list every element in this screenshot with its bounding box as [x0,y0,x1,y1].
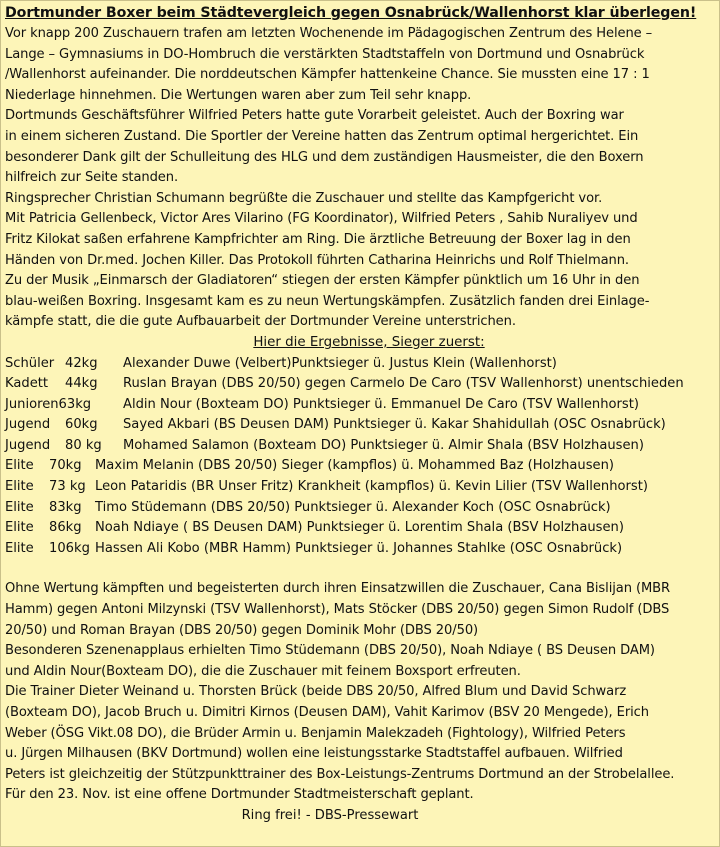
intro-line: blau-weißen Boxring. Insgesamt kam es zu neun Wertungskämpfen. Zusätzlich fanden drei Einlage- [5,293,650,309]
result-weight: 83kg [49,499,82,515]
result-class: Elite [5,540,34,556]
intro-line: Händen von Dr.med. Jochen Killer. Das Protokoll führten Catharina Heinrichs und Rolf Thielmann. [5,252,629,268]
intro-line: Mit Patricia Gellenbeck, Victor Ares Vilarino (FG Koordinator), Wilfried Peters , Sahib Nuraliyev und [5,211,638,227]
result-class: Elite [5,458,34,474]
closing-paragraph [5,579,715,806]
result-class: Jugend [5,417,51,433]
intro-line: kämpfe statt, die die gute Aufbauarbeit der Dortmunder Vereine unterstrichen. [5,314,516,330]
result-weight: 80 kg [65,437,102,453]
result-row [5,456,715,477]
closing-line: Ohne Wertung kämpften und begeisterten durch ihren Einsatzwillen die Zuschauer, Cana Bislijan (MBR [5,581,671,597]
result-row [5,498,715,519]
intro-line: Fritz Kilokat saßen erfahrene Kampfrichter am Ring. Die ärztliche Betreuung der Boxer lag in den [5,231,631,247]
intro-line: Lange – Gymnasiums in DO-Hombruch die verstärkten Stadtstaffeln von Dortmund und Osnabrück [5,46,645,62]
closing-line: und Aldin Nour(Boxteam DO), die die Zuschauer mit feinem Boxsport erfreuten. [5,663,521,679]
intro-line: /Wallenhorst aufeinander. Die norddeutschen Kämpfer hattenkeine Chance. Sie mussten eine 17 : 1 [5,67,650,83]
result-class: Elite [5,479,34,495]
intro-line: in einem sicheren Zustand. Die Sportler der Vereine hatten das Zentrum optimal hergerichtet. Ein [5,128,639,144]
result-weight: 106kg [49,540,90,556]
result-class: Elite [5,499,34,515]
result-weight: 42kg [65,355,98,371]
result-text: Mohamed Salamon (Boxteam DO) Punktsieger ü. Almir Shala (BSV Holzhausen) [123,437,644,453]
result-text: Timo Stüdemann (DBS 20/50) Punktsieger ü. Alexander Koch (OSC Osnabrück) [95,499,611,515]
closing-line: u. Jürgen Milhausen (BKV Dortmund) wollen eine leistungsstarke Stadtstaffel aufbauen. Wilfried [5,746,623,762]
result-text: Leon Pataridis (BR Unser Fritz) Krankheit (kampflos) ü. Kevin Lilier (TSV Wallenhorst) [95,479,648,495]
result-row [5,354,715,375]
result-class: Schüler [5,355,55,371]
spacer [5,559,715,579]
result-text: Maxim Melanin (DBS 20/50) Sieger (kampflos) ü. Mohammed Baz (Holzhausen) [95,458,614,474]
closing-line: Besonderen Szenenapplaus erhielten Timo Stüdemann (DBS 20/50), Noah Ndiaye ( BS Deusen DAM) [5,643,655,659]
closing-line: Die Trainer Dieter Weinand u. Thorsten Brück (beide DBS 20/50, Alfred Blum und David Schwarz [5,684,627,700]
result-weight: 60kg [65,417,98,433]
result-weight: 44kg [65,376,98,392]
intro-line: hilfreich zur Seite standen. [5,170,179,186]
closing-line: Für den 23. Nov. ist eine offene Dortmunder Stadtmeisterschaft geplant. [5,787,474,803]
result-class: Junioren63kg [5,396,92,412]
intro-line: Vor knapp 200 Zuschauern trafen am letzten Wochenende im Pädagogischen Zentrum des Helene – [5,26,653,41]
intro-line: besonderer Dank gilt der Schulleitung des HLG und dem zuständigen Hausmeister, die den Boxern [5,149,644,165]
result-text: Alexander Duwe (Velbert)Punktsieger ü. Justus Klein (Wallenhorst) [123,355,557,371]
result-class: Kadett [5,376,49,392]
closing-line: (Boxteam DO), Jacob Bruch u. Dimitri Kirnos (Deusen DAM), Vahit Karimov (BSV 20 Mengede), Erich [5,705,649,720]
closing-line: Peters ist gleichzeitig der Stützpunkttrainer des Box-Leistungs-Zentrums Dortmund an der Strobelallee. [5,766,675,782]
result-row [5,415,715,436]
intro-line: Zu der Musik „Einmarsch der Gladiatoren“ stiegen der ersten Kämpfer pünktlich um 16 Uhr in den [5,273,640,289]
result-class: Elite [5,520,34,536]
result-row [5,477,715,498]
result-text: Ruslan Brayan (DBS 20/50) gegen Carmelo De Caro (TSV Wallenhorst) unentschieden [123,376,684,392]
intro-paragraph [5,24,715,333]
signoff: Ring frei! - DBS-Pressewart [241,807,419,823]
result-row [5,395,715,416]
intro-line: Niederlage hinnehmen. Die Wertungen waren aber zum Teil sehr knapp. [5,87,472,103]
result-row [5,436,715,457]
result-text: Hassen Ali Kobo (MBR Hamm) Punktsieger ü. Johannes Stahlke (OSC Osnabrück) [95,540,623,556]
closing-line: Hamm) gegen Antoni Milzynski (TSV Wallenhorst), Mats Stöcker (DBS 20/50) gegen Simon Rudolf (DBS [5,602,670,618]
closing-line: 20/50) und Roman Brayan (DBS 20/50) gegen Dominik Mohr (DBS 20/50) [5,622,479,638]
result-row [5,374,715,395]
result-row [5,518,715,539]
closing-line: Weber (ÖSG Vikt.08 DO), die Brüder Armin u. Benjamin Malekzadeh (Fightology), Wilfried Peters [5,725,626,741]
intro-line: Dortmunds Geschäftsführer Wilfried Peters hatte gute Vorarbeit geleistet. Auch der Boxring war [5,108,624,124]
result-class: Jugend [5,437,51,453]
result-row [5,539,715,560]
result-text: Aldin Nour (Boxteam DO) Punktsieger ü. Emmanuel De Caro (TSV Wallenhorst) [123,396,639,412]
result-weight: 73 kg [49,479,86,495]
result-text: Noah Ndiaye ( BS Deusen DAM) Punktsieger ü. Lorentim Shala (BSV Holzhausen) [95,520,624,536]
results-heading: Hier die Ergebnisse, Sieger zuerst: [253,334,485,350]
result-weight: 70kg [49,458,82,474]
headline: Dortmunder Boxer beim Städtevergleich gegen Osnabrück/Wallenhorst klar überlegen! [5,5,697,21]
result-text: Sayed Akbari (BS Deusen DAM) Punktsieger ü. Kakar Shahidullah (OSC Osnabrück) [123,417,666,433]
result-weight: 86kg [49,520,82,536]
intro-line: Ringsprecher Christian Schumann begrüßte die Zuschauer und stellte das Kampfgericht vor. [5,190,603,206]
results-list [5,354,715,560]
